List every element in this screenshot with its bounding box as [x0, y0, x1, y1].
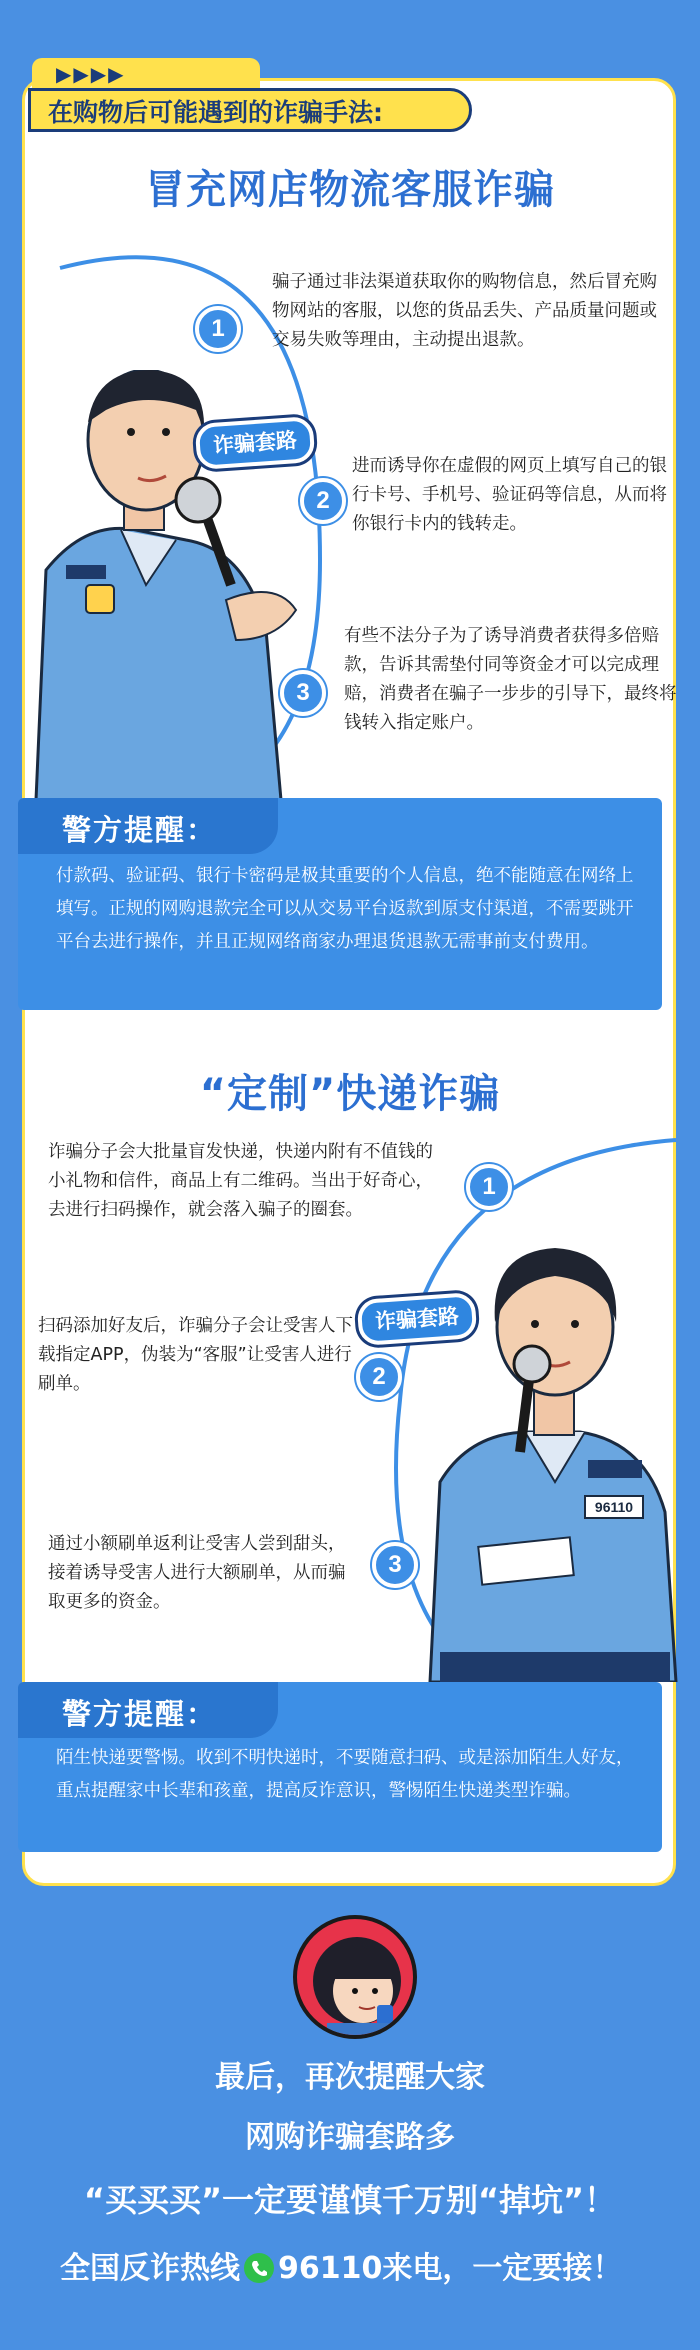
police-reminder-box	[18, 1682, 662, 1852]
alert-title: 警方提醒：	[62, 1697, 218, 1731]
alert-text: 付款码、验证码、银行卡密码是极其重要的个人信息，绝不能随意在网络上填写。正规的网购退款完全可以从交易平台返款到原支付渠道，不需要跳开平台去进行操作，并且正规网络商家办理退货退款无需事前支付费用。	[56, 866, 634, 952]
hotline-prefix: 全国反诈热线	[60, 2251, 240, 2286]
police-reminder-box	[18, 798, 662, 1010]
footer-line2: 网购诈骗套路多	[245, 2120, 455, 2155]
footer-line1: 最后，再次提醒大家	[215, 2060, 485, 2095]
step-number-badge: 2	[300, 478, 346, 524]
scam-tactics-tag: 诈骗套路	[195, 416, 316, 470]
phone-icon	[244, 2253, 274, 2283]
header-arrows: ▶▶▶▶	[56, 62, 126, 86]
cartoon-character-icon	[297, 1919, 417, 2039]
header-title: 在购物后可能遇到的诈骗手法:	[48, 98, 383, 127]
section1-title: 冒充网店物流客服诈骗	[145, 167, 555, 213]
step-number-badge: 3	[280, 670, 326, 716]
alert-title: 警方提醒：	[62, 813, 218, 847]
section2-title: “定制”快递诈骗	[199, 1071, 501, 1117]
step-text: 骗子通过非法渠道获取你的购物信息，然后冒充购物网站的客服，以您的货品丢失、产品质量问题或交易失败等理由，主动提出退款。	[272, 272, 657, 350]
footer-line3: “买买买”一定要谨慎千万别“掉坑”！	[83, 2181, 617, 2219]
step-text: 进而诱导你在虚假的网页上填写自己的银行卡号、手机号、验证码等信息，从而将你银行卡内的钱转走。	[352, 456, 667, 534]
scam-tactics-tag: 诈骗套路	[357, 1292, 478, 1346]
step-text: 有些不法分子为了诱导消费者获得多倍赔款，告诉其需垫付同等资金才可以完成理赔，消费者在骗子一步步的引导下，最终将钱转入指定账户。	[344, 626, 677, 733]
hotline-suffix: 96110来电，一定要接！	[278, 2251, 623, 2286]
step-text: 诈骗分子会大批量盲发快递，快递内附有不值钱的小礼物和信件，商品上有二维码。当出于好奇心，去进行扫码操作，就会落入骗子的圈套。	[48, 1142, 433, 1220]
step-number-badge: 1	[466, 1164, 512, 1210]
badge-number: 96110	[594, 1499, 634, 1515]
step-number-badge: 1	[195, 306, 241, 352]
step-text: 通过小额刷单返利让受害人尝到甜头，接着诱导受害人进行大额刷单，从而骗取更多的资金。	[48, 1534, 346, 1612]
anti-fraud-hotline	[60, 2243, 660, 2287]
cartoon-avatar	[293, 1915, 417, 2039]
step-text: 扫码添加好友后，诈骗分子会让受害人下载指定APP，伪装为“客服”让受害人进行刷单。	[38, 1316, 353, 1394]
alert-text: 陌生快递要警惕。收到不明快递时，不要随意扫码、或是添加陌生人好友，重点提醒家中长辈和孩童，提高反诈意识，警惕陌生快递类型诈骗。	[56, 1748, 634, 1801]
step-number-badge: 3	[372, 1542, 418, 1588]
step-number-badge: 2	[356, 1354, 402, 1400]
